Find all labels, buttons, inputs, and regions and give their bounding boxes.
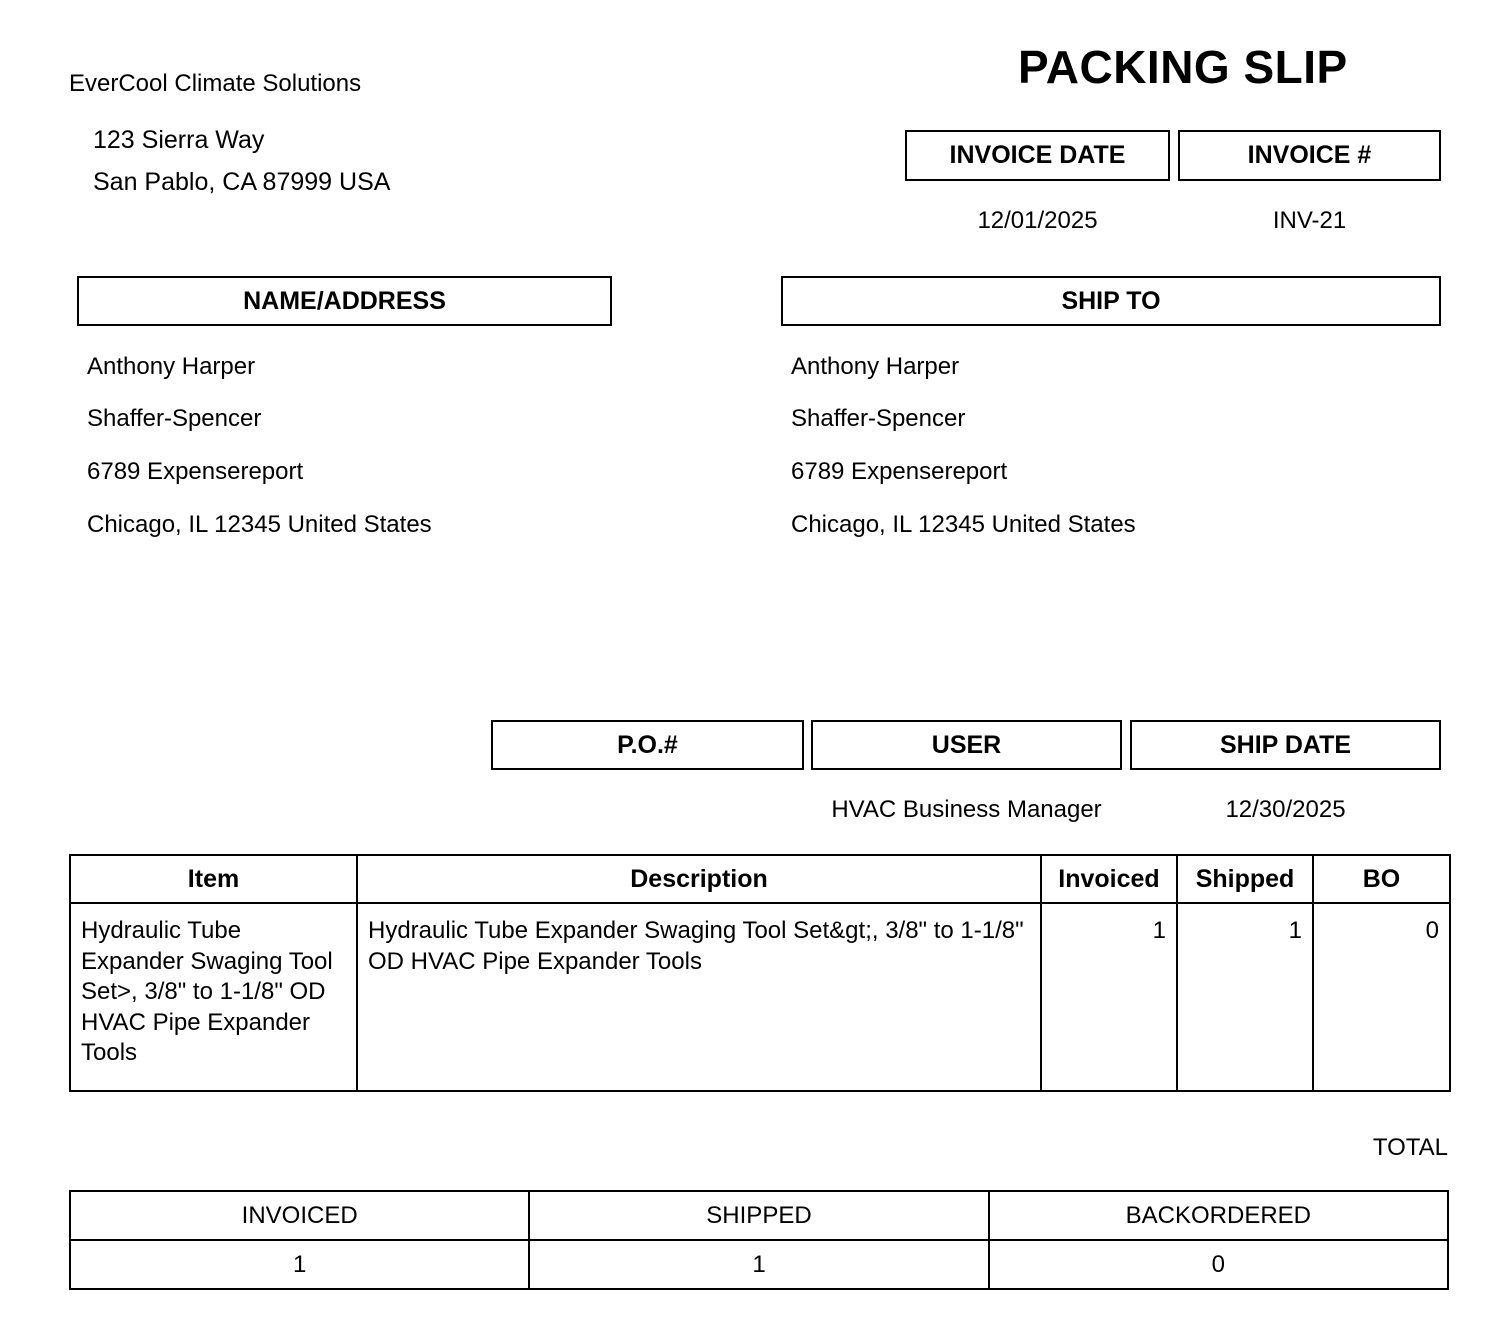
invoiced-cell: 1 xyxy=(1041,903,1177,1091)
ship-date-value: 12/30/2025 xyxy=(1225,796,1346,823)
ship-to-city: Chicago, IL 12345 United States xyxy=(791,511,1136,538)
item-cell: Hydraulic Tube Expander Swaging Tool Set>, 3/8" to 1-1/8" OD HVAC Pipe Expander Tools xyxy=(70,903,357,1091)
invoice-number-value: INV-21 xyxy=(1272,207,1347,234)
bill-to-city: Chicago, IL 12345 United States xyxy=(87,511,432,538)
shipped-cell: 1 xyxy=(1177,903,1313,1091)
ship-to-company: Shaffer-Spencer xyxy=(791,405,966,432)
invoice-number-header: INVOICE # xyxy=(1178,130,1441,181)
bill-to-street: 6789 Expensereport xyxy=(87,458,304,485)
total-backordered-value: 0 xyxy=(989,1240,1448,1289)
document-title: PACKING SLIP xyxy=(1018,41,1348,93)
bill-to-company: Shaffer-Spencer xyxy=(87,405,262,432)
ship-to-name: Anthony Harper xyxy=(791,353,960,380)
column-header-item: Item xyxy=(70,855,357,903)
company-address-line-1: 123 Sierra Way xyxy=(93,126,265,154)
po-header: P.O.# xyxy=(491,720,804,770)
bo-cell: 0 xyxy=(1313,903,1450,1091)
ship-to-street: 6789 Expensereport xyxy=(791,458,1008,485)
total-shipped-value: 1 xyxy=(529,1240,988,1289)
column-header-invoiced: Invoiced xyxy=(1041,855,1177,903)
ship-date-header: SHIP DATE xyxy=(1130,720,1441,770)
column-header-bo: BO xyxy=(1313,855,1450,903)
total-invoiced-value: 1 xyxy=(70,1240,529,1289)
items-table xyxy=(69,854,1451,1092)
total-label: TOTAL xyxy=(1372,1134,1448,1161)
description-cell: Hydraulic Tube Expander Swaging Tool Set&gt;, 3/8" to 1-1/8" OD HVAC Pipe Expander Tools xyxy=(357,903,1041,1091)
bill-to-header: NAME/ADDRESS xyxy=(77,276,612,326)
company-address-line-2: San Pablo, CA 87999 USA xyxy=(93,168,391,196)
user-header: USER xyxy=(811,720,1122,770)
bill-to-name: Anthony Harper xyxy=(87,353,256,380)
total-backordered-header: BACKORDERED xyxy=(989,1191,1448,1240)
totals-value-row xyxy=(70,1240,1448,1289)
invoice-date-header: INVOICE DATE xyxy=(905,130,1170,181)
company-name: EverCool Climate Solutions xyxy=(69,70,362,97)
total-shipped-header: SHIPPED xyxy=(529,1191,988,1240)
ship-to-header: SHIP TO xyxy=(781,276,1441,326)
items-header-row xyxy=(70,855,1450,903)
invoice-date-value: 12/01/2025 xyxy=(977,207,1098,234)
table-row xyxy=(70,903,1450,1091)
column-header-shipped: Shipped xyxy=(1177,855,1313,903)
totals-table xyxy=(69,1190,1449,1290)
total-invoiced-header: INVOICED xyxy=(70,1191,529,1240)
user-value: HVAC Business Manager xyxy=(831,796,1102,823)
totals-header-row xyxy=(70,1191,1448,1240)
column-header-description: Description xyxy=(357,855,1041,903)
